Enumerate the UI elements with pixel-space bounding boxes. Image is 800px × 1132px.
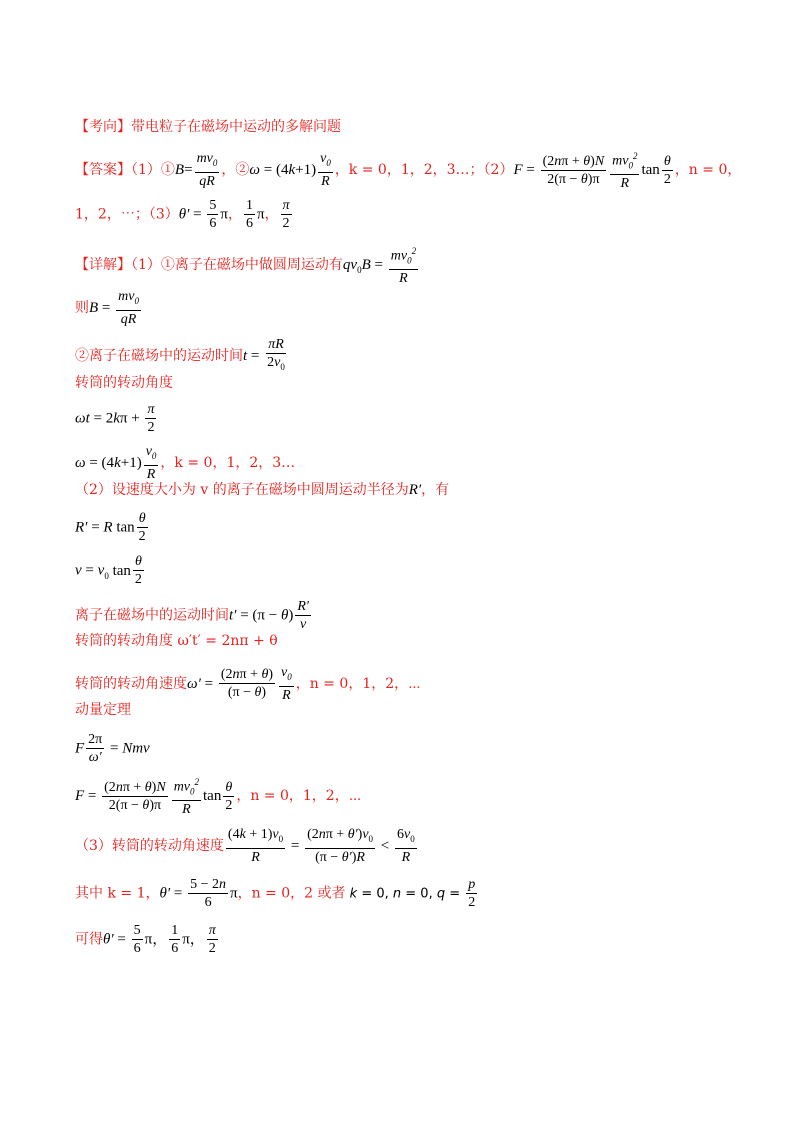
frac-v0-R: $\frac{v_0}{R}$ (320, 151, 331, 190)
detail-text-3: ②离子在磁场中的运动时间 (75, 347, 243, 364)
detail-line-15: F = $\frac{(2n\pi + \theta)N}{2(\pi - \theta)\pi}$ $\frac{mv_0^2}{R}$ tan $\frac{\theta}{2}$ ，n = 0，1，2，⋯ (75, 774, 361, 818)
eq-momentum: F $\frac{2\pi}{\omega'}$ = Nmv (75, 732, 150, 765)
detail-text-1: （1）①离子在磁场中做圆周运动有 (131, 257, 343, 274)
detail-line-13 (75, 700, 131, 720)
answer-part-2: ，② (221, 162, 250, 179)
frac-mv0sq-R: $\frac{mv_0^2}{R}$ (610, 148, 639, 192)
answer-part-6: ， (227, 206, 242, 223)
answer-part-1: （1）① (131, 162, 175, 179)
detail-text-17a: 其中 k = 1， (75, 885, 160, 902)
detail-text-18: 可得 (75, 931, 103, 948)
detail-line-11 (75, 631, 278, 651)
detail-line-6: ω = (4k+1) $\frac{v_0}{R}$ ，k = 0，1，2，3… (75, 444, 296, 482)
eq-B: B (174, 162, 185, 179)
answer-line-1: 【答案】（1）①B= $\frac{mv_0}{qR}$ ，②ω = (4k+1) $\frac{v_0}{R}$ ，k = 0，1，2，3…；（2）F = $\frac{(2n\pi + \theta)N}{2(\pi - \theta)\pi}$ $\frac{mv_0^2}{R}$ tan $\frac{\theta}{2}$ ，n = 0， (75, 148, 741, 192)
frac-theta-2: $\frac{\theta}{2}$ (663, 153, 671, 187)
eq-v: $v = v_0$ tan $\frac{\theta}{2}$ (75, 554, 142, 587)
answer-part-4: ，n = 0， (674, 162, 742, 179)
detail-line-4 (75, 373, 173, 393)
detail-text-7b: ，有 (421, 482, 450, 498)
detail-line-1: 【详解】（1）①离子在磁场中做圆周运动有$qv_0B$ = $\frac{mv_0^2}{R}$ (75, 243, 420, 287)
detail-text-10: 离子在磁场中的运动时间 (75, 607, 229, 624)
eq-omega-t: ωt = 2kπ + $\frac{\pi}{2}$ (75, 402, 155, 435)
answer-tag: 【答案】 (75, 162, 131, 179)
detail-line-3: ②离子在磁场中的运动时间t = $\frac{\pi R}{2v_0}$ (75, 337, 285, 372)
answer-part-5: 1，2，⋯；（3） (75, 206, 179, 223)
frac-F-main: $\frac{(2n\pi + \theta)N}{2(\pi - \theta)\pi}$ (542, 153, 605, 187)
frac-mv0-qR: $\frac{mv_0}{qR}$ (196, 151, 218, 190)
detail-text-4: 转筒的转动角度 (75, 375, 173, 391)
detail-line-2: 则B = $\frac{mv_0}{qR}$ (75, 289, 139, 327)
detail-line-12: 转筒的转动角速度ω′ = $\frac{(2n\pi + \theta)}{(\pi - \theta)}$ $\frac{v_0}{R}$ ，n = 0，1，2，⋯ (75, 665, 421, 703)
detail-text-13: 动量定理 (75, 702, 131, 718)
kaoxiang-text: 带电粒子在磁场中运动的多解问题 (131, 119, 341, 135)
detail-text-11: 转筒的转动角度 ω′t′ = 2nπ + θ (75, 633, 278, 649)
detail-line-17: 其中 k = 1，θ′ = $\frac{5 - 2n}{6}$ π，n = 0，2 或者 k = 0, n = 0, q = $\frac{p}{2}$ (75, 877, 476, 910)
detail-text-12: 转筒的转动角速度 (75, 675, 187, 692)
detail-line-7: （2）设速度大小为 v 的离子在磁场中圆周运动半径为R′，有 (75, 482, 450, 498)
detail-line-16: （3）转筒的转动角速度 $\frac{(4k + 1)v_0}{R}$ = $\frac{(2n\pi + \theta')v_0}{(\pi - \theta')R}$ < $\frac{6v_0}{R}$ (75, 827, 415, 865)
detail-tag: 【详解】 (75, 257, 131, 274)
detail-text-6: ，k = 0，1，2，3… (160, 454, 296, 471)
detail-text-17b: ，n = 0，2 或者 (237, 885, 346, 902)
answer-part-3: ，k = 0，1，2，3…；（2） (334, 162, 514, 179)
detail-text-15: ，n = 0，1，2，⋯ (236, 788, 362, 805)
detail-text-7a: （2）设速度大小为 v 的离子在磁场中圆周运动半径为 (75, 482, 409, 498)
kaoxiang-tag: 【考向】 (75, 119, 131, 135)
detail-text-16: （3）转筒的转动角速度 (75, 837, 224, 854)
detail-line-10: 离子在磁场中的运动时间t′ = (π − θ) $\frac{R'}{v}$ (75, 599, 309, 632)
answer-line-2: 1，2，⋯；（3）θ′ = $\frac{5}{6}$ π， $\frac{1}{6}$ π， $\frac{\pi}{2}$ (75, 198, 290, 231)
detail-line-18: 可得θ′ = $\frac{5}{6}$ π， $\frac{1}{6}$ π， $\frac{\pi}{2}$ (75, 923, 216, 956)
kaoxiang-line (75, 117, 341, 137)
answer-part-7: ， (264, 206, 279, 223)
eq-R-prime: R′ = R tan $\frac{\theta}{2}$ (75, 511, 146, 544)
detail-text-2: 则 (75, 299, 89, 316)
detail-text-12-tail: ，n = 0，1，2，⋯ (295, 675, 421, 692)
eq-omega: ω (249, 162, 260, 179)
